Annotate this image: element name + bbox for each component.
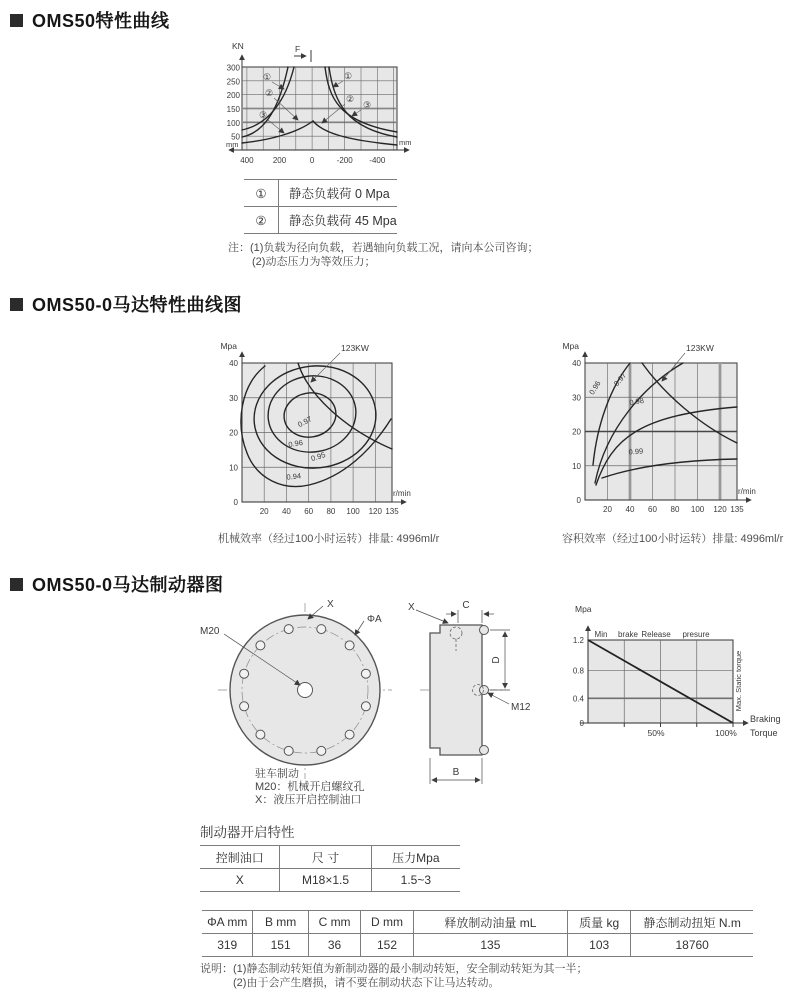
table-cell: 319 <box>217 938 238 952</box>
volumetric-efficiency-chart <box>540 333 795 533</box>
table-header-row <box>202 911 753 934</box>
xtick: 135 <box>730 505 744 514</box>
max-static-torque-label: Max. Static torque <box>734 650 743 712</box>
table-cell: 36 <box>308 934 360 956</box>
column-header: 尺 寸 <box>279 846 370 868</box>
ytick: 40 <box>572 359 581 368</box>
xtick: 80 <box>326 507 336 516</box>
y-tick-labels <box>572 359 581 505</box>
ytick: 10 <box>229 463 238 473</box>
xtick: 40 <box>281 507 291 516</box>
table-cell: 103 <box>567 934 630 956</box>
x-port-label: X <box>327 599 334 610</box>
contour-label: 0.95 <box>309 450 327 464</box>
m12-label: M12 <box>511 702 531 713</box>
xtick: 100% <box>715 728 737 738</box>
column-header: 控制油口 <box>215 850 264 865</box>
mechanical-efficiency-chart <box>195 333 430 533</box>
xtick: 0 <box>309 156 315 165</box>
y-axis-unit-label: Mpa <box>575 604 592 614</box>
ytick: 0 <box>579 719 584 728</box>
legend-desc: 静态负载荷 0 Mpa <box>289 187 390 201</box>
footnotes <box>200 962 587 990</box>
note-line: (2)动态压力为等效压力； <box>252 256 376 268</box>
section2-header <box>10 291 242 317</box>
section1-title: OMS50特性曲线 <box>32 11 170 31</box>
ytick: 150 <box>226 105 240 114</box>
table-cell: 18760 <box>630 934 753 956</box>
xtick: -200 <box>336 156 353 165</box>
front-view-notes <box>255 768 364 807</box>
ytick: 10 <box>572 461 581 471</box>
xtick: 50% <box>647 728 665 738</box>
note-line: X：液压开启控制油口 <box>255 794 362 806</box>
note-line: M20：机械开启螺纹孔 <box>255 781 365 793</box>
ytick: 50 <box>231 132 240 142</box>
ytick: 0.8 <box>572 666 584 676</box>
ytick: 20 <box>229 428 238 438</box>
xtick: -400 <box>369 156 386 165</box>
top-label: presure <box>682 630 710 639</box>
table-cell: X <box>235 873 244 887</box>
xtick: 60 <box>648 505 657 514</box>
ytick: 1.2 <box>572 636 584 645</box>
column-header: C mm <box>308 911 360 933</box>
y-axis-unit-label: Mpa <box>220 341 237 351</box>
x-tick-labels <box>603 505 744 514</box>
radial-load-chart <box>225 36 415 178</box>
series2-marker-left: ② <box>264 88 274 98</box>
series1-marker-right: ① <box>343 71 353 81</box>
table-cell: M18×1.5 <box>279 869 370 891</box>
ytick: 20 <box>572 427 581 437</box>
table-row <box>244 207 397 234</box>
y-axis-unit-label: KN <box>232 41 244 51</box>
x-unit-right-label: mm <box>399 138 412 147</box>
dimension-table <box>202 910 753 957</box>
table-header-row <box>200 846 460 869</box>
x-tick-labels <box>647 728 737 738</box>
top-labels <box>595 630 711 639</box>
xtick: 20 <box>603 505 612 514</box>
contour-label: 0.97 <box>296 414 314 430</box>
brake-side-view-drawing <box>398 593 573 808</box>
x-port-label: X <box>408 602 415 613</box>
ytick: 250 <box>226 77 240 87</box>
top-label: brake <box>617 630 639 639</box>
column-header: B mm <box>252 911 307 933</box>
table-cell: 135 <box>413 934 567 956</box>
power-label: 123KW <box>341 343 369 353</box>
ytick: 200 <box>226 91 240 101</box>
legend-key: ① <box>244 180 279 206</box>
column-header: 静态制动扭矩 N.m <box>630 911 753 933</box>
section-bullet-icon <box>10 578 23 591</box>
xtick: 120 <box>368 507 382 516</box>
section3-title: OMS50-0马达制动器图 <box>32 575 224 595</box>
note-line: 注：(1)负载为径向负载，若遇轴向负载工况，请向本公司咨询； <box>228 242 539 254</box>
x-unit-left-label: mm <box>226 140 239 149</box>
table-cell: 151 <box>252 934 307 956</box>
section1-header <box>10 7 170 33</box>
ytick: 40 <box>229 359 238 368</box>
xtick: 60 <box>304 507 314 516</box>
x-tick-labels <box>240 156 386 165</box>
ytick: 0.4 <box>572 694 584 704</box>
section2-title: OMS50-0马达特性曲线图 <box>32 295 243 315</box>
y-tick-labels <box>229 359 238 507</box>
series2-marker-right: ② <box>345 94 355 104</box>
ytick: 30 <box>229 393 238 403</box>
column-header: 压力Mpa <box>371 846 460 868</box>
table-cell: 152 <box>360 934 412 956</box>
c-dim-label: C <box>462 600 470 611</box>
curve-label: 0.98 <box>628 395 645 408</box>
xtick: 200 <box>272 156 287 165</box>
contour-label: 0.96 <box>287 437 304 450</box>
xtick: 400 <box>240 156 254 165</box>
legend-desc: 静态负载荷 45 Mpa <box>289 214 397 228</box>
xtick: 20 <box>259 507 269 516</box>
note-line: 驻车制动 <box>255 768 299 780</box>
y-tick-labels <box>573 636 585 728</box>
ytick: 0 <box>576 496 581 505</box>
xtick: 135 <box>385 507 399 516</box>
curve-label: 0.99 <box>628 446 644 457</box>
column-header: 释放制动油量 mL <box>413 911 567 933</box>
x-axis-unit-label: r/min <box>738 487 756 496</box>
section1-notes <box>228 241 538 269</box>
top-label: Release <box>641 630 671 639</box>
brake-spec-table-title: 制动器开启特性 <box>200 825 295 840</box>
ytick: 30 <box>572 393 581 403</box>
brake-spec-table <box>200 845 460 892</box>
phi-a-label: ΦA <box>367 614 382 625</box>
series3-marker-right: ③ <box>362 100 372 110</box>
legend-key: ② <box>244 207 279 233</box>
ytick: 300 <box>226 63 240 73</box>
series1-marker-left: ① <box>262 72 272 82</box>
series3-marker-left: ③ <box>258 110 268 120</box>
m20-label: M20 <box>200 626 220 637</box>
column-header: ΦA mm <box>207 915 248 929</box>
d-dim-label: D <box>491 656 502 664</box>
brake-torque-chart <box>565 595 795 745</box>
section-bullet-icon <box>10 14 23 27</box>
top-label: Min <box>594 630 608 639</box>
load-legend-table <box>244 179 397 234</box>
table-row <box>202 934 753 957</box>
footnote-line: (2)由于会产生磨损，请不要在制动状态下让马达转动。 <box>233 977 500 989</box>
b-dim-label: B <box>452 767 460 778</box>
table-row <box>244 180 397 207</box>
xtick: 40 <box>625 505 635 514</box>
curve-label: 0.97 <box>611 370 629 388</box>
column-header: D mm <box>360 911 412 933</box>
curve-label: 0.96 <box>587 379 603 397</box>
table-row <box>200 869 460 892</box>
table-cell: 1.5~3 <box>371 869 460 891</box>
force-label: F <box>295 44 301 54</box>
left-chart-caption: 机械效率（经过100小时运转）排量: 4996ml/r <box>218 533 440 545</box>
footnote-line: 说明：(1)静态制动转矩值为新制动器的最小制动转矩，安全制动转矩为其一半； <box>200 963 588 975</box>
contour-label: 0.94 <box>286 471 302 482</box>
x-axis-label-line2: Torque <box>750 728 778 738</box>
xtick: 100 <box>346 507 360 516</box>
right-chart-caption: 容积效率（经过100小时运转）排量: 4996ml/r <box>562 533 784 545</box>
ytick: 100 <box>226 118 240 128</box>
power-label: 123KW <box>686 343 714 353</box>
xtick: 100 <box>690 505 705 514</box>
section-bullet-icon <box>10 298 23 311</box>
ytick: 0 <box>233 498 238 507</box>
y-axis-unit-label: Mpa <box>562 341 579 351</box>
y-tick-labels <box>227 64 241 142</box>
column-header: 质量 kg <box>567 911 630 933</box>
xtick: 80 <box>670 505 680 514</box>
x-axis-unit-label: r/min <box>393 489 411 498</box>
xtick: 120 <box>713 505 727 514</box>
x-tick-labels <box>260 507 399 516</box>
x-axis-label-line1: Braking <box>750 714 781 724</box>
